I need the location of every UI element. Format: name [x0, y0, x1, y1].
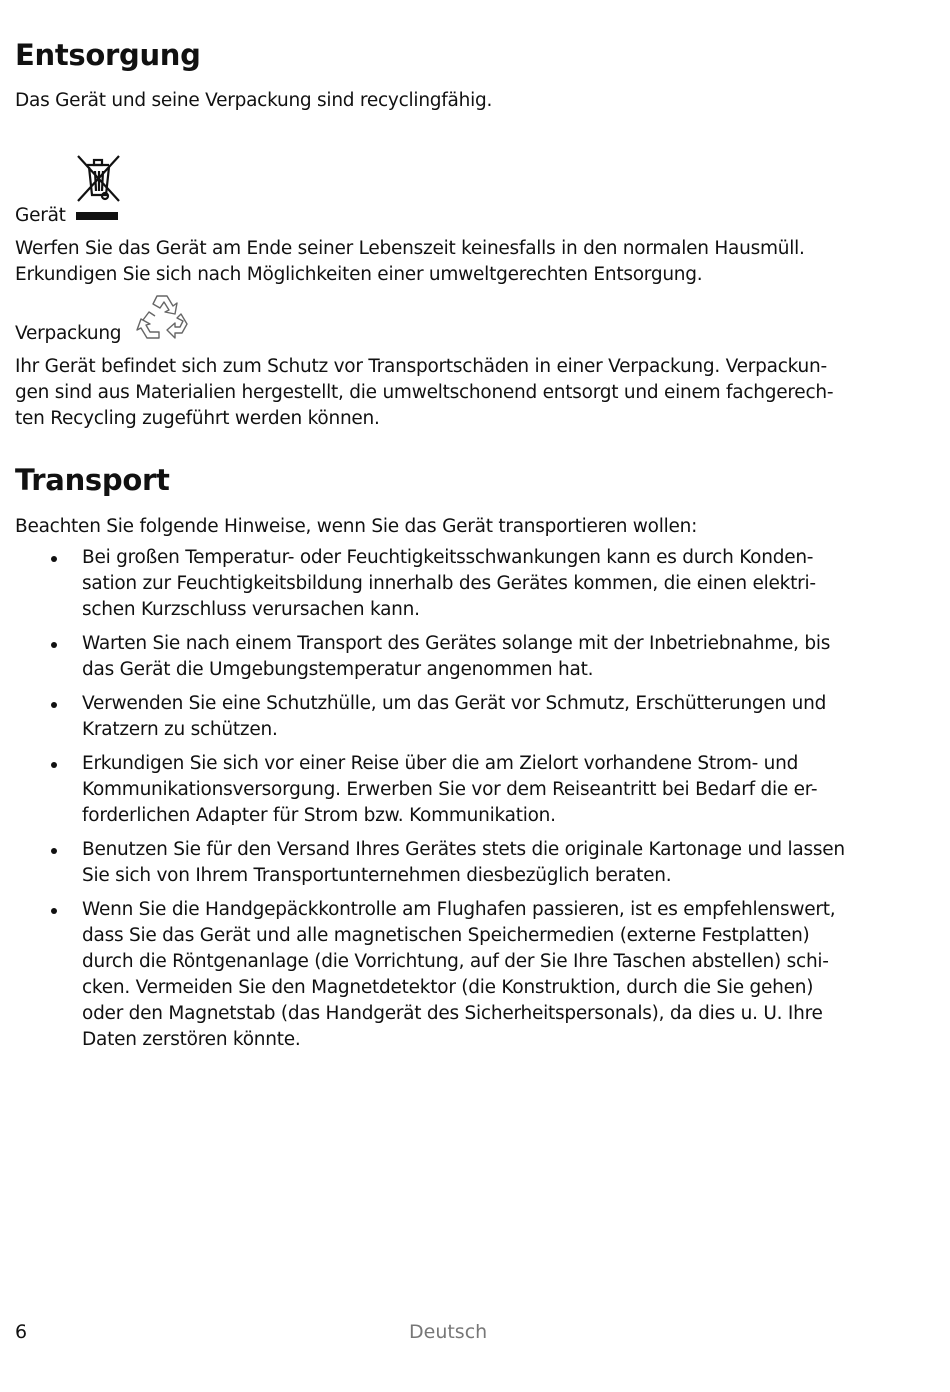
text-line: Benutzen Sie für den Versand Ihres Gerätes stets die originale Kartonage und lassen — [82, 839, 845, 860]
text-line: Kratzern zu schützen. — [82, 719, 278, 740]
list-item — [15, 545, 895, 623]
text-line: Erkundigen Sie sich nach Möglichkeiten einer umweltgerechten Entsorgung. — [15, 264, 703, 285]
text-line: das Gerät die Umgebungstemperatur angenommen hat. — [82, 659, 594, 680]
packaging-text — [15, 354, 895, 432]
text-line: schen Kurzschluss verursachen kann. — [82, 599, 420, 620]
weee-crossed-bin-icon — [73, 153, 123, 223]
list-item — [15, 631, 895, 683]
recycling-icon — [135, 292, 193, 344]
text-line: Ihr Gerät befindet sich zum Schutz vor Transportschäden in einer Verpackung. Verpackun- — [15, 356, 827, 377]
text-line: Daten zerstören könnte. — [82, 1029, 301, 1050]
heading-transport: Transport — [15, 463, 170, 497]
footer-language: Deutsch — [409, 1321, 488, 1343]
list-item — [15, 837, 895, 889]
text-line: Bei großen Temperatur- oder Feuchtigkeitsschwankungen kann es durch Konden- — [82, 547, 814, 568]
transport-bullet-list — [15, 545, 895, 1061]
list-item — [15, 897, 895, 1053]
bullet-icon — [51, 556, 57, 562]
heading-entsorgung: Entsorgung — [15, 38, 201, 72]
text-line: Warten Sie nach einem Transport des Gerätes solange mit der Inbetriebnahme, bis — [82, 633, 831, 654]
bullet-icon — [51, 848, 57, 854]
bullet-icon — [51, 642, 57, 648]
text-line: Sie sich von Ihrem Transportunternehmen diesbezüglich beraten. — [82, 865, 672, 886]
entsorgung-intro: Das Gerät und seine Verpackung sind recyclingfähig. — [15, 90, 493, 111]
text-line: Erkundigen Sie sich vor einer Reise über die am Zielort vorhandene Strom- und — [82, 753, 799, 774]
device-label: Gerät — [15, 205, 66, 226]
device-disposal-text — [15, 236, 895, 288]
bullet-icon — [51, 762, 57, 768]
packaging-label: Verpackung — [15, 323, 122, 344]
text-line: oder den Magnetstab (das Handgerät des Sicherheitspersonals), da dies u. U. Ihre — [82, 1003, 823, 1024]
list-item — [15, 691, 895, 743]
transport-intro: Beachten Sie folgende Hinweise, wenn Sie das Gerät transportieren wollen: — [15, 516, 698, 537]
page-number: 6 — [15, 1321, 28, 1343]
text-line: Kommunikationsversorgung. Erwerben Sie vor dem Reiseantritt bei Bedarf die er- — [82, 779, 818, 800]
text-line: sation zur Feuchtigkeitsbildung innerhalb des Gerätes kommen, die einen elektri- — [82, 573, 816, 594]
bullet-icon — [51, 702, 57, 708]
text-line: cken. Vermeiden Sie den Magnetdetektor (die Konstruktion, durch die Sie gehen) — [82, 977, 814, 998]
text-line: ten Recycling zugeführt werden können. — [15, 408, 380, 429]
text-line: Werfen Sie das Gerät am Ende seiner Lebenszeit keinesfalls in den normalen Hausmüll. — [15, 238, 805, 259]
text-line: dass Sie das Gerät und alle magnetischen Speichermedien (externe Festplatten) — [82, 925, 810, 946]
text-line: forderlichen Adapter für Strom bzw. Kommunikation. — [82, 805, 556, 826]
bullet-icon — [51, 908, 57, 914]
text-line: durch die Röntgenanlage (die Vorrichtung, auf der Sie Ihre Taschen abstellen) schi- — [82, 951, 829, 972]
text-line: Wenn Sie die Handgepäckkontrolle am Flughafen passieren, ist es empfehlenswert, — [82, 899, 836, 920]
list-item — [15, 751, 895, 829]
text-line: gen sind aus Materialien hergestellt, die umweltschonend entsorgt und einem fachgerech- — [15, 382, 834, 403]
text-line: Verwenden Sie eine Schutzhülle, um das Gerät vor Schmutz, Erschütterungen und — [82, 693, 827, 714]
